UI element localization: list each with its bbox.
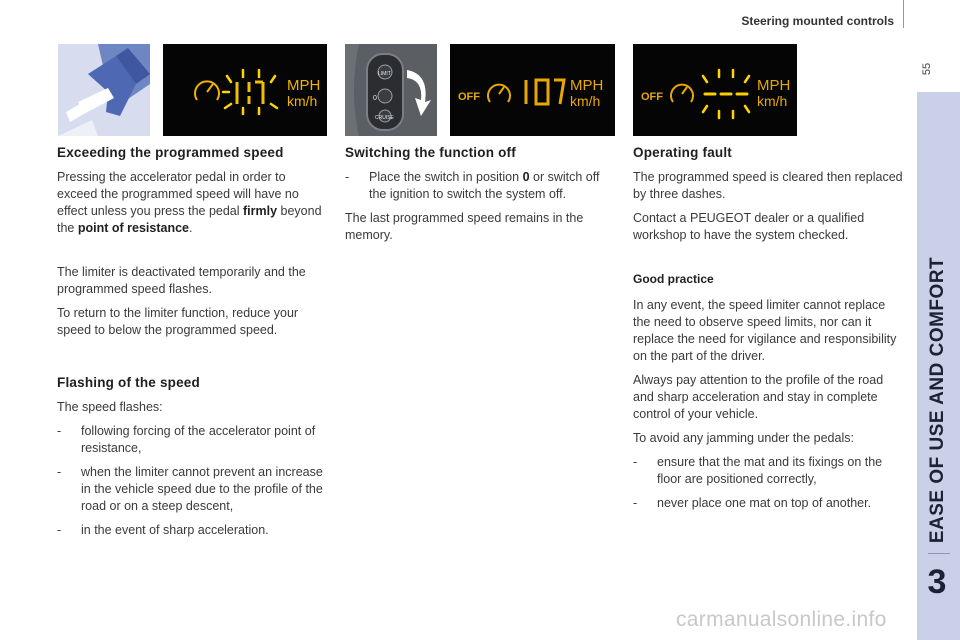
text-run: Place the switch in position (369, 170, 523, 184)
watermark: carmanualsonline.info (676, 608, 887, 631)
unit-mph: MPH (757, 77, 791, 94)
paragraph-contact: Contact a PEUGEOT dealer or a qualified workshop to have the system checked. (633, 211, 865, 242)
list-item (633, 495, 905, 512)
chapter-number: 3 (927, 563, 947, 601)
bullet-dash: - (345, 170, 350, 184)
list-item-text: in the event of sharp acceleration. (81, 523, 269, 537)
steering-switch-photo (345, 44, 437, 136)
chapter-title: EASE OF USE AND COMFORT (927, 256, 948, 544)
paragraph-exceeding (57, 169, 329, 237)
list-item (57, 423, 329, 457)
list-item (57, 522, 329, 539)
bullet-dash: - (633, 455, 638, 469)
spacer (633, 251, 905, 271)
good-practice-title: Good practice (633, 272, 714, 286)
off-label: OFF (641, 91, 663, 103)
speedometer-icon (488, 85, 510, 102)
digit-segments (237, 82, 263, 104)
list-item (345, 169, 607, 203)
speed-display-graphic (633, 44, 797, 136)
speedometer-icon (671, 85, 693, 102)
bullet-dash: - (57, 424, 62, 438)
unit-mph: MPH (287, 77, 321, 94)
column-switching-off (345, 144, 607, 251)
list-item (57, 464, 329, 515)
page-number: 55 (921, 62, 933, 76)
speedometer-icon (195, 81, 219, 100)
unit-kmh: km/h (570, 93, 601, 109)
bullet-dash: - (57, 465, 62, 479)
bold-firmly: firmly (243, 204, 278, 218)
digit-segments (526, 80, 564, 104)
paragraph-cleared: The programmed speed is cleared then replaced by three dashes. (633, 170, 903, 201)
switch-label-cruise: CRUISE (375, 115, 394, 121)
text-run: Pressing the accelerator pedal in order to exceed the programmed speed will have no effect unless you press the pedal (57, 170, 299, 218)
section-title-switching-off: Switching the function off (345, 145, 516, 160)
unit-kmh: km/h (757, 93, 788, 109)
section-title-flashing: Flashing of the speed (57, 375, 200, 390)
section-title-operating-fault: Operating fault (633, 145, 733, 160)
paragraph-good-practice-2: Always pay attention to the profile of the road and sharp acceleration and stay in complete control of your vehicle. (633, 373, 884, 421)
speed-display-graphic (163, 44, 327, 136)
list-item-text: when the limiter cannot prevent an increase in the vehicle speed due to the profile of the road or on a steep descent, (81, 465, 323, 513)
list-item-text: following forcing of the accelerator point of resistance, (81, 424, 316, 455)
speed-display-off (450, 44, 615, 136)
unit-kmh: km/h (287, 93, 318, 109)
spacer (57, 346, 329, 374)
paragraph-good-practice-3: To avoid any jamming under the pedals: (633, 431, 854, 445)
chapter-rule (928, 553, 950, 554)
text-run: or switch off the ignition to switch the system off. (369, 170, 600, 201)
speed-display-flashing (163, 44, 327, 136)
switch-label-limit: LIMIT (378, 71, 391, 77)
foot-on-pedal-icon (58, 44, 150, 136)
column-operating-fault (633, 144, 905, 519)
bullet-dash: - (633, 496, 638, 510)
limiter-switch-icon (345, 44, 437, 136)
spacer (57, 244, 329, 264)
speed-display-fault (633, 44, 797, 136)
paragraph-memory: The last programmed speed remains in the memory. (345, 211, 584, 242)
pedal-illustration (58, 44, 150, 136)
section-title-exceeding: Exceeding the programmed speed (57, 145, 284, 160)
bold-position-zero: 0 (522, 170, 530, 184)
off-label: OFF (458, 91, 480, 103)
column-exceeding (57, 144, 329, 546)
list-item (633, 454, 905, 488)
list-item-text: never place one mat on top of another. (657, 496, 872, 510)
list-item-text: ensure that the mat and its fixings on the floor are positioned correctly, (657, 455, 883, 486)
bold-point-of-resistance: point of resistance (77, 221, 189, 235)
switch-label-zero: 0 (373, 95, 377, 102)
running-header: Steering mounted controls (741, 14, 894, 28)
text-run: . (189, 221, 193, 235)
bullet-dash: - (57, 523, 62, 537)
paragraph-deactivated: The limiter is deactivated temporarily and the programmed speed flashes. (57, 265, 306, 296)
paragraph-flashes: The speed flashes: (57, 400, 163, 414)
header-rule (903, 0, 904, 28)
paragraph-return: To return to the limiter function, reduce your speed to below the programmed speed. (57, 306, 299, 337)
paragraph-good-practice-1: In any event, the speed limiter cannot replace the need to observe speed limits, nor can it replace the need for vigilance and responsibility on the part of the driver. (633, 298, 897, 363)
unit-mph: MPH (570, 77, 604, 94)
text-run: beyond the (57, 204, 322, 235)
speed-display-graphic (450, 44, 615, 136)
